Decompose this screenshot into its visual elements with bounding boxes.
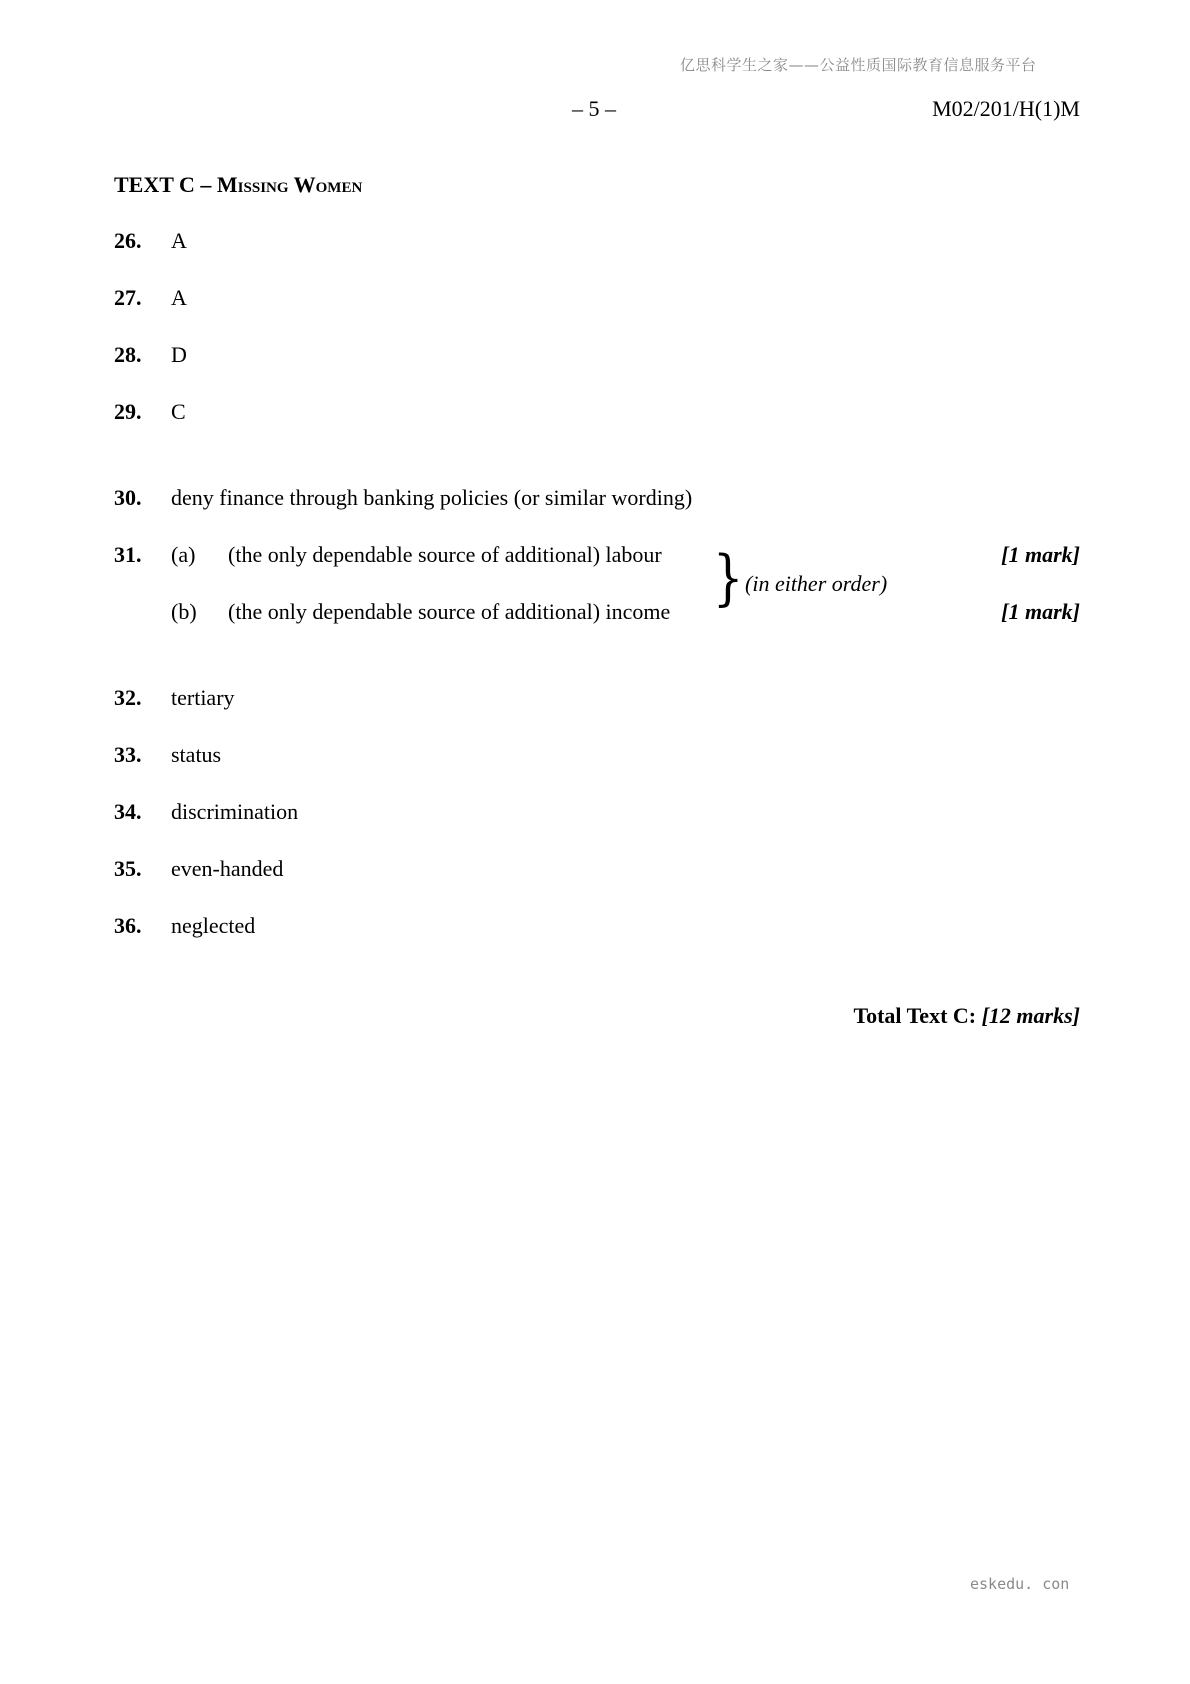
question-number: 30. [114, 485, 142, 510]
question-number: 28. [114, 342, 142, 367]
question-36 [114, 913, 255, 939]
watermark-bottom: eskedu. con [970, 1575, 1070, 1593]
question-answer: C [171, 399, 186, 424]
question-number: 32. [114, 685, 142, 710]
question-answer: A [171, 285, 187, 310]
question-35 [114, 856, 283, 882]
question-27 [114, 285, 187, 311]
question-33 [114, 742, 221, 768]
question-number: 34. [114, 799, 142, 824]
mark-31a: [1 mark] [1001, 542, 1080, 567]
question-number: 35. [114, 856, 142, 881]
question-answer: neglected [171, 913, 256, 938]
question-answer: deny finance through banking policies (or similar wording) [171, 485, 693, 510]
question-number: 33. [114, 742, 142, 767]
question-32 [114, 685, 235, 711]
curly-brace: } [712, 543, 744, 613]
section-name: Missing Women [216, 172, 363, 197]
document-code: M02/201/H(1)M [932, 96, 1080, 121]
question-answer: discrimination [171, 799, 299, 824]
page-number: – 5 – [572, 96, 616, 121]
question-answer: A [171, 228, 187, 253]
question-28 [114, 342, 187, 368]
question-31 [114, 542, 171, 568]
question-30 [114, 485, 692, 511]
order-note: (in either order) [745, 571, 888, 596]
mark-31b: [1 mark] [1001, 599, 1080, 624]
question-34 [114, 799, 298, 825]
total-label: Total Text C: [853, 1003, 982, 1028]
watermark-top: 亿思科学生之家——公益性质国际教育信息服务平台 [680, 56, 1037, 74]
sub-answer: (the only dependable source of additional) labour [228, 542, 662, 567]
sub-letter: (b) [171, 599, 197, 624]
sub-letter: (a) [171, 542, 196, 567]
section-prefix: TEXT C – [114, 172, 217, 197]
question-answer: status [171, 742, 222, 767]
section-title [114, 172, 362, 198]
question-number: 31. [114, 542, 142, 567]
question-29 [114, 399, 186, 425]
question-number: 29. [114, 399, 142, 424]
question-26 [114, 228, 187, 254]
question-number: 36. [114, 913, 142, 938]
question-number: 27. [114, 285, 142, 310]
total-marks [853, 1003, 1080, 1029]
question-number: 26. [114, 228, 142, 253]
question-answer: tertiary [171, 685, 235, 710]
sub-answer: (the only dependable source of additional) income [228, 599, 671, 624]
question-answer: D [171, 342, 187, 367]
question-answer: even-handed [171, 856, 284, 881]
total-value: [12 marks] [981, 1003, 1080, 1028]
